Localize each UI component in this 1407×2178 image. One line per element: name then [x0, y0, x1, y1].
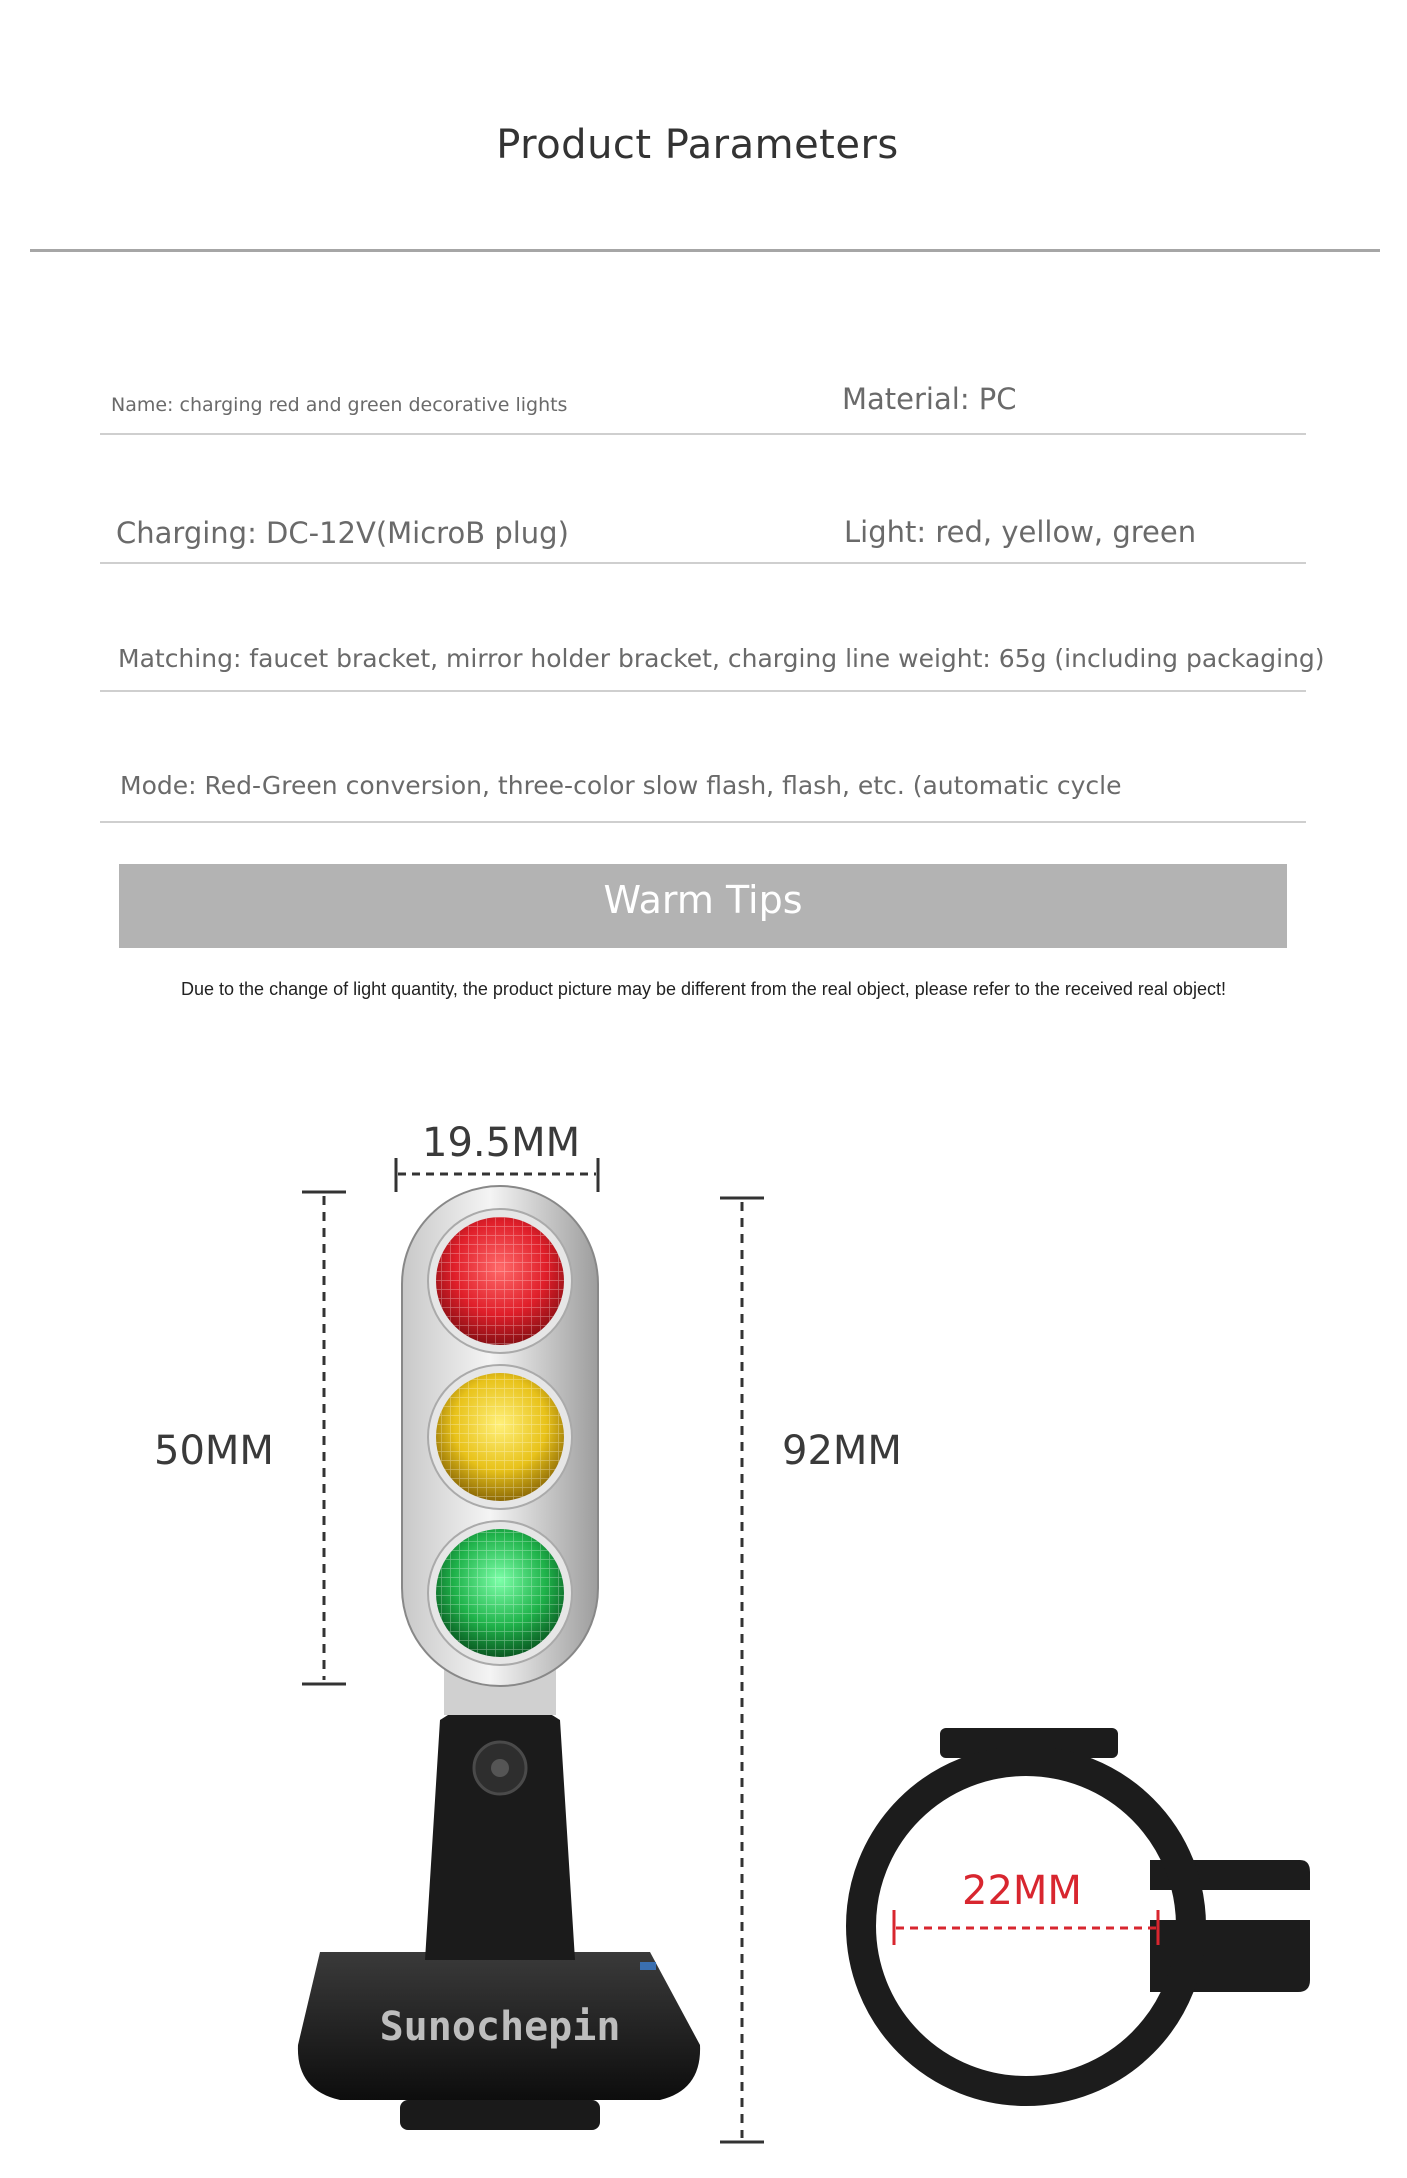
clamp-ring	[861, 1761, 1191, 2091]
param-divider-3	[100, 690, 1306, 692]
product-illustration	[0, 1100, 1407, 2178]
lamp-indicator	[640, 1962, 656, 1970]
warm-tips-text: Due to the change of light quantity, the product picture may be different from the real object, please refer to the received real object!	[181, 979, 1226, 999]
page-title: Product Parameters	[496, 122, 899, 168]
param-matching: Matching: faucet bracket, mirror holder bracket, charging line weight: 65g (including packaging)	[118, 644, 1325, 673]
param-divider-1	[100, 433, 1306, 435]
param-light: Light: red, yellow, green	[844, 515, 1197, 549]
param-material: Material: PC	[842, 382, 1017, 416]
total-height-dim-label: 92MM	[782, 1428, 902, 1474]
param-name: Name: charging red and green decorative lights	[111, 394, 568, 416]
title-divider	[30, 249, 1380, 252]
lamp-base-foot	[400, 2100, 600, 2130]
param-divider-4	[100, 821, 1306, 823]
clamp-diameter-dim-label: 22MM	[962, 1868, 1082, 1914]
param-charging: Charging: DC-12V(MicroB plug)	[116, 516, 569, 550]
warm-tips-title: Warm Tips	[603, 878, 803, 922]
width-dim-label: 19.5MM	[422, 1120, 581, 1166]
brand-logo: Sunochepin	[379, 2004, 621, 2050]
lamp-neck	[425, 1700, 575, 1960]
light-height-dim-label: 50MM	[154, 1428, 274, 1474]
param-mode: Mode: Red-Green conversion, three-color slow flash, flash, etc. (automatic cycle	[120, 771, 1122, 800]
param-divider-2	[100, 562, 1306, 564]
